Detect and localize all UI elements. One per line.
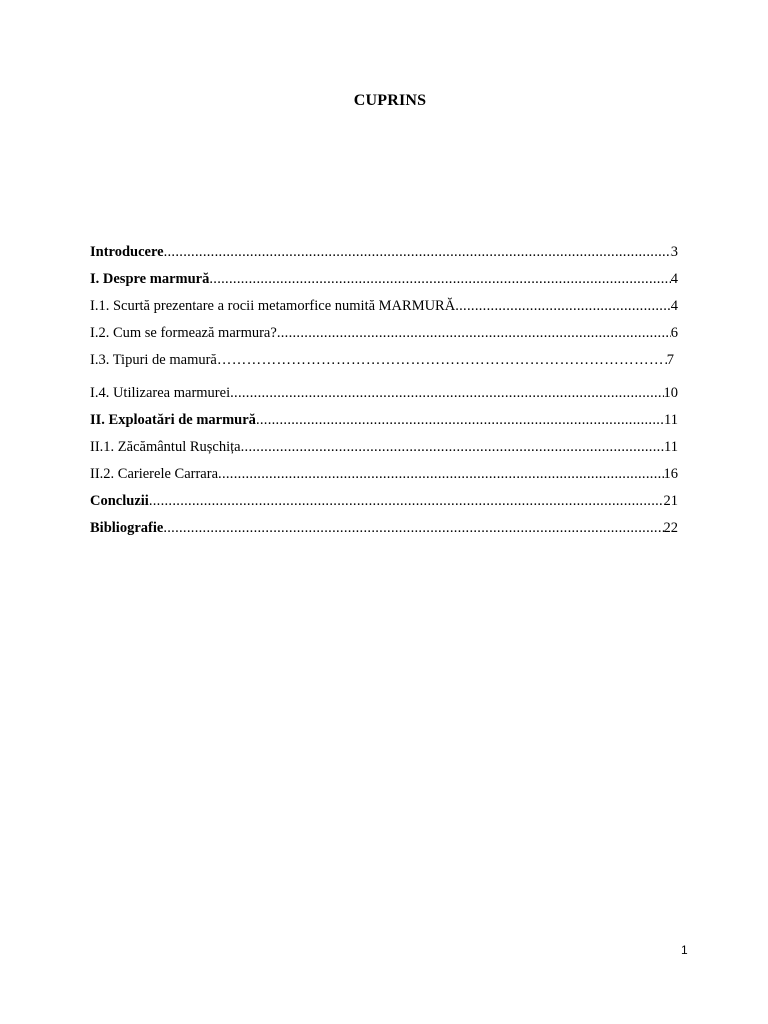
toc-dot-leader [209, 270, 670, 288]
toc-entry[interactable] [90, 351, 678, 369]
toc-dot-leader [256, 411, 664, 429]
toc-entry-page: 16 [663, 466, 678, 482]
toc-entry-label: II. Exploatări de marmură [90, 412, 256, 428]
toc-dot-leader [241, 438, 664, 456]
toc-entry-page: 21 [663, 493, 678, 509]
toc-entry[interactable] [90, 270, 678, 288]
toc-dot-leader [217, 351, 667, 369]
toc-dot-leader [230, 384, 663, 402]
toc-dot-leader [218, 465, 663, 483]
toc-entry-label: Introducere [90, 244, 164, 260]
toc-dot-leader [149, 492, 664, 510]
toc-entry-label: Concluzii [90, 493, 149, 509]
toc-entry-page: 7 [666, 352, 674, 368]
toc-entry-label: Bibliografie [90, 520, 164, 536]
toc-entry-page: 4 [670, 298, 678, 314]
toc-entry-page: 3 [670, 244, 678, 260]
toc-entry[interactable] [90, 411, 678, 429]
toc-entry[interactable] [90, 519, 678, 537]
toc-dot-leader [163, 519, 663, 537]
toc-entry-label: I.3. Tipuri de mamură [90, 352, 217, 368]
toc-entry-label: II.1. Zăcământul Rușchița [90, 439, 241, 455]
toc-dot-leader [164, 243, 671, 261]
toc-entry-page: 4 [670, 271, 678, 287]
toc-entry[interactable] [90, 243, 678, 261]
toc-entry-page: 6 [670, 325, 678, 341]
toc-entry[interactable] [90, 438, 678, 456]
toc-entry-label: I.2. Cum se formează marmura? [90, 325, 277, 341]
toc-entry[interactable] [90, 384, 678, 402]
toc-entry[interactable] [90, 297, 678, 315]
toc-entry[interactable] [90, 465, 678, 483]
toc-entry-label: I. Despre marmură [90, 271, 210, 287]
toc-entry-page: 22 [663, 520, 678, 536]
toc-entry-label: I.1. Scurtă prezentare a rocii metamorfice numită MARMURĂ [90, 298, 456, 314]
toc-entry-page: 10 [663, 385, 678, 401]
toc-dot-leader [277, 324, 671, 342]
toc-entry[interactable] [90, 492, 678, 510]
toc-entry[interactable] [90, 324, 678, 342]
toc-entry-page: 11 [664, 439, 678, 455]
table-of-contents [90, 243, 678, 537]
toc-entry-page: 11 [664, 412, 678, 428]
toc-dot-leader [455, 297, 671, 315]
toc-entry-label: I.4. Utilizarea marmurei [90, 385, 231, 401]
toc-entry-label: II.2. Carierele Carrara [90, 466, 219, 482]
page-title: CUPRINS [353, 92, 427, 109]
page-number: 1 [681, 943, 688, 957]
